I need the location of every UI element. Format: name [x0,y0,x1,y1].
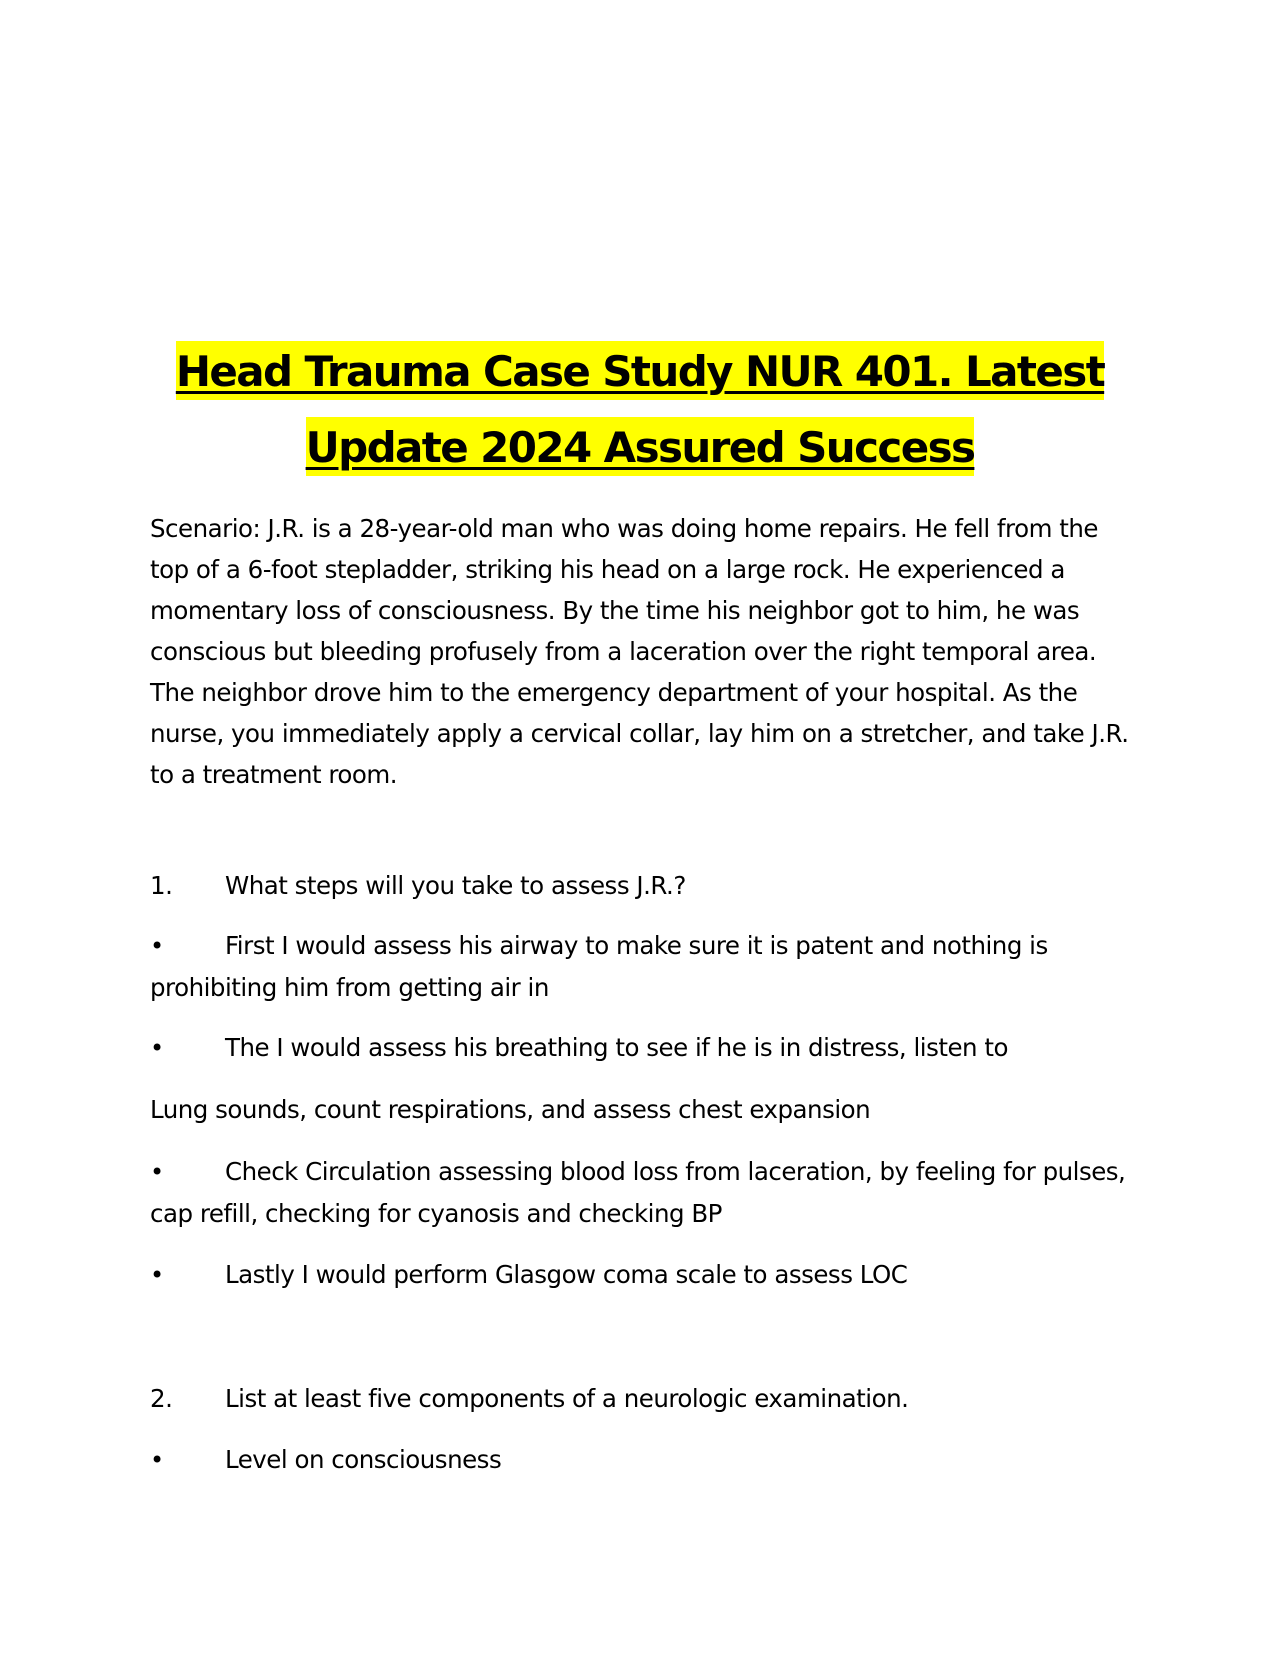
q1-answer-2-text: The I would assess his breathing to see if he is in distress, listen to [225,1033,1008,1062]
q1-answer-4 [150,1254,1140,1296]
question-2-text: List at least five components of a neurologic examination. [225,1384,909,1413]
q1-answer-1-text: First I would assess his airway to make sure it is patent and nothing is [225,931,1048,960]
q2-answer-1 [150,1439,1140,1481]
q1-answer-1 [150,925,1140,1008]
title-line-2 [150,410,1130,486]
question-1 [150,865,1140,906]
question-1-text: What steps will you take to assess J.R.? [225,871,686,900]
question-2-number: 2. [150,1384,173,1413]
question-2 [150,1378,1140,1419]
bullet-icon: • [150,1034,164,1062]
question-1-number: 1. [150,871,173,900]
q1-answer-3-text: Check Circulation assessing blood loss from laceration, by feeling for pulses, [225,1157,1126,1186]
title-line-1-text: Head Trauma Case Study NUR 401. Latest [176,341,1104,400]
bullet-icon: • [150,932,164,960]
q1-answer-1-continuation: prohibiting him from getting air in [150,973,549,1002]
q1-answer-4-text: Lastly I would perform Glasgow coma scale to assess LOC [225,1260,908,1289]
bullet-icon: • [150,1446,164,1474]
q1-answer-2 [150,1027,1140,1069]
q1-answer-3-continuation: cap refill, checking for cyanosis and checking BP [150,1199,722,1228]
bullet-icon: • [150,1261,164,1289]
bullet-icon: • [150,1158,164,1186]
title-line-1 [150,334,1130,410]
q1-answer-3 [150,1151,1140,1234]
q1-answer-2-continuation: Lung sounds, count respirations, and assess chest expansion [150,1095,871,1124]
document-title [150,334,1130,486]
q2-answer-1-text: Level on consciousness [225,1445,502,1474]
scenario-paragraph: Scenario: J.R. is a 28-year-old man who was doing home repairs. He fell from the top of a 6-foot stepladder, striking his head on a large rock. He experienced a momentary loss of consciousness. By the time his neighbor got to him, he was conscious but bleeding profusely from a laceration over the right temporal area. The neighbor drove him to the emergency department of your hospital. As the nurse, you immediately apply a cervical collar, lay him on a stretcher, and take J.R. to a treatment room. [150,514,1129,789]
title-line-2-text: Update 2024 Assured Success [306,417,975,476]
